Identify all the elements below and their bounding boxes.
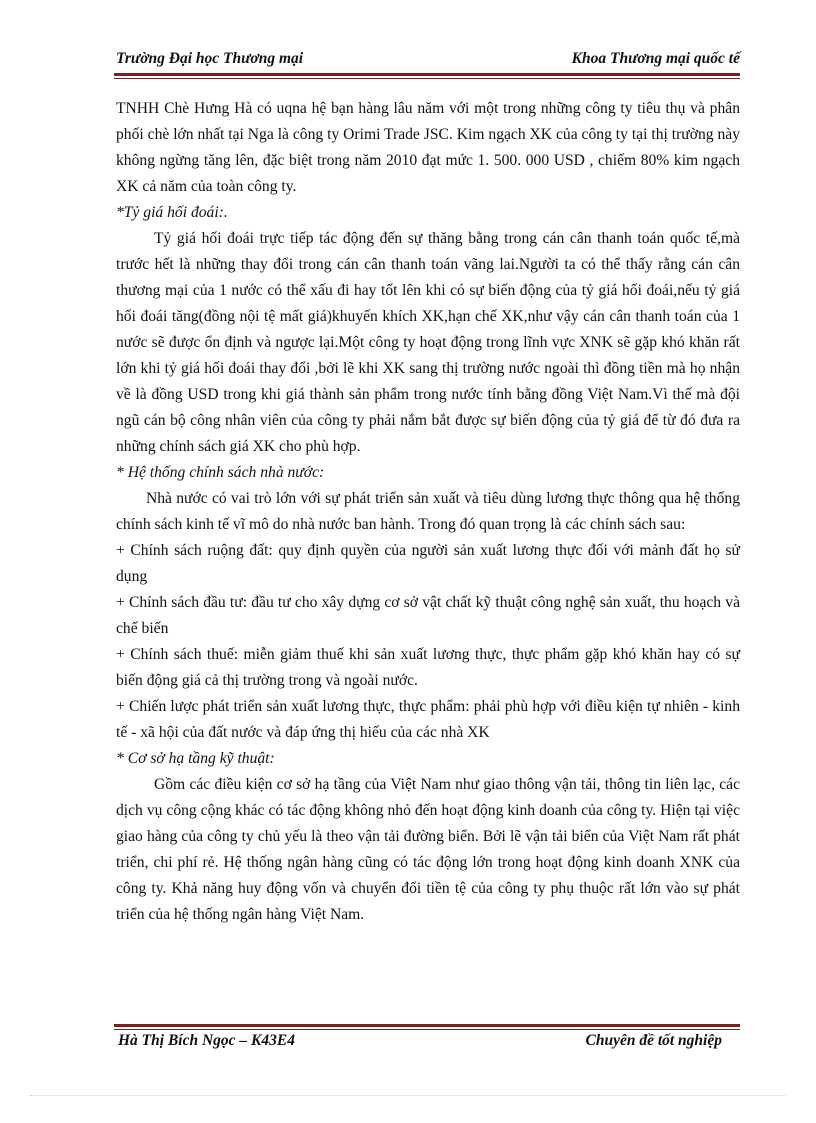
page-header [116, 50, 740, 68]
body-text [116, 96, 740, 928]
paragraph-1: TNHH Chè Hưng Hà có uqna hệ bạn hàng lâu năm với một trong những công ty tiêu thụ và phân phối chè lớn nhất tại Nga là công ty Orimi Trade JSC. Kim ngạch XK của công ty tại thị trường này không ngừng tăng lên, đặc biệt trong năm 2010 đạt mức 1. 500. 000 USD , chiếm 80% kim ngạch XK cả năm của toàn công ty. [116, 100, 740, 195]
page-footer [118, 1032, 722, 1050]
heading-infrastructure: * Cơ sở hạ tầng kỹ thuật: [116, 750, 275, 767]
page-edge-divider [30, 1095, 786, 1096]
footer-title: Chuyên đề tốt nghiệp [585, 1032, 722, 1049]
footer-author: Hà Thị Bích Ngọc – K43E4 [118, 1032, 295, 1049]
bullet-tax-policy: + Chính sách thuế: miễn giảm thuế khi sản xuất lương thực, thực phẩm gặp khó khăn hay có sự biến động giá cả thị trường trong và ngoài nước. [116, 646, 740, 689]
heading-exchange-rate: *Tỷ giá hối đoái:. [116, 204, 228, 221]
paragraph-2: Tỷ giá hối đoái trực tiếp tác động đến sự thăng bằng trong cán cân thanh toán quốc tế,mà trước hết là những thay đổi trong cán cân thanh toán vãng lai.Người ta có thể thấy rằng cán cân thương mại của 1 nước có thể xấu đi hay tốt lên khi có sự biến động của tỷ giá hối đoái,nếu tỷ giá hối đoái tăng(đồng nội tệ mất giá)khuyến khích XK,hạn chế XK,như vậy cán cân thanh toán của 1 nước sẽ được ổn định và ngược lại.Một công ty hoạt động trong lĩnh vực XNK sẽ gặp khó khăn rất lớn khi tỷ giá hối đoái thay đổi ,bởi lẽ khi XK sang thị trường nước ngoài thì đồng tiền mà họ nhận về là đồng USD trong khi giá thành sản phẩm trong nước tính bằng đồng Việt Nam.Vì thế mà đội ngũ cán bộ công nhân viên của công ty phải nắm bắt được sự biến động của tỷ giá để từ đó đưa ra những chính sách giá XK cho phù hợp. [116, 230, 740, 455]
heading-state-policy: * Hệ thống chính sách nhà nước: [116, 464, 325, 481]
footer-rule [114, 1024, 740, 1030]
bullet-development-strategy: + Chiến lược phát triển sản xuất lương thực, thực phẩm: phải phù hợp với điều kiện tự nhiên - kinh tế - xã hội của đất nước và đáp ứng thị hiếu của các nhà XK [116, 698, 740, 741]
header-university: Trường Đại học Thương mại [116, 50, 304, 67]
paragraph-4: Gồm các điều kiện cơ sở hạ tầng của Việt Nam như giao thông vận tải, thông tin liên lạc, các dịch vụ công cộng khác có tác động không nhỏ đến hoạt động kinh doanh của công ty. Hiện tại việc giao hàng của công ty chủ yếu là theo vận tải đường biển. Bởi lẽ vận tải biển của Việt Nam rất phát triển, chi phí rẻ. Hệ thống ngân hàng cũng có tác động lớn trong hoạt động kinh doanh XNK của công ty. Khả năng huy động vốn và chuyển đổi tiền tệ của công ty phụ thuộc rất lớn vào sự phát triển của hệ thống ngân hàng Việt Nam. [116, 776, 740, 923]
header-rule [114, 73, 740, 79]
bullet-land-policy: + Chính sách ruộng đất: quy định quyền của người sản xuất lương thực đối với mảnh đất họ sử dụng [116, 542, 740, 585]
bullet-investment-policy: + Chính sách đầu tư: đầu tư cho xây dựng cơ sở vật chất kỹ thuật công nghệ sản xuất, thu hoạch và chế biến [116, 594, 740, 637]
header-faculty: Khoa Thương mại quốc tế [571, 50, 740, 67]
paragraph-3: Nhà nước có vai trò lớn với sự phát triển sản xuất và tiêu dùng lương thực thông qua hệ thống chính sách kinh tế vĩ mô do nhà nước ban hành. Trong đó quan trọng là các chính sách sau: [116, 490, 740, 533]
